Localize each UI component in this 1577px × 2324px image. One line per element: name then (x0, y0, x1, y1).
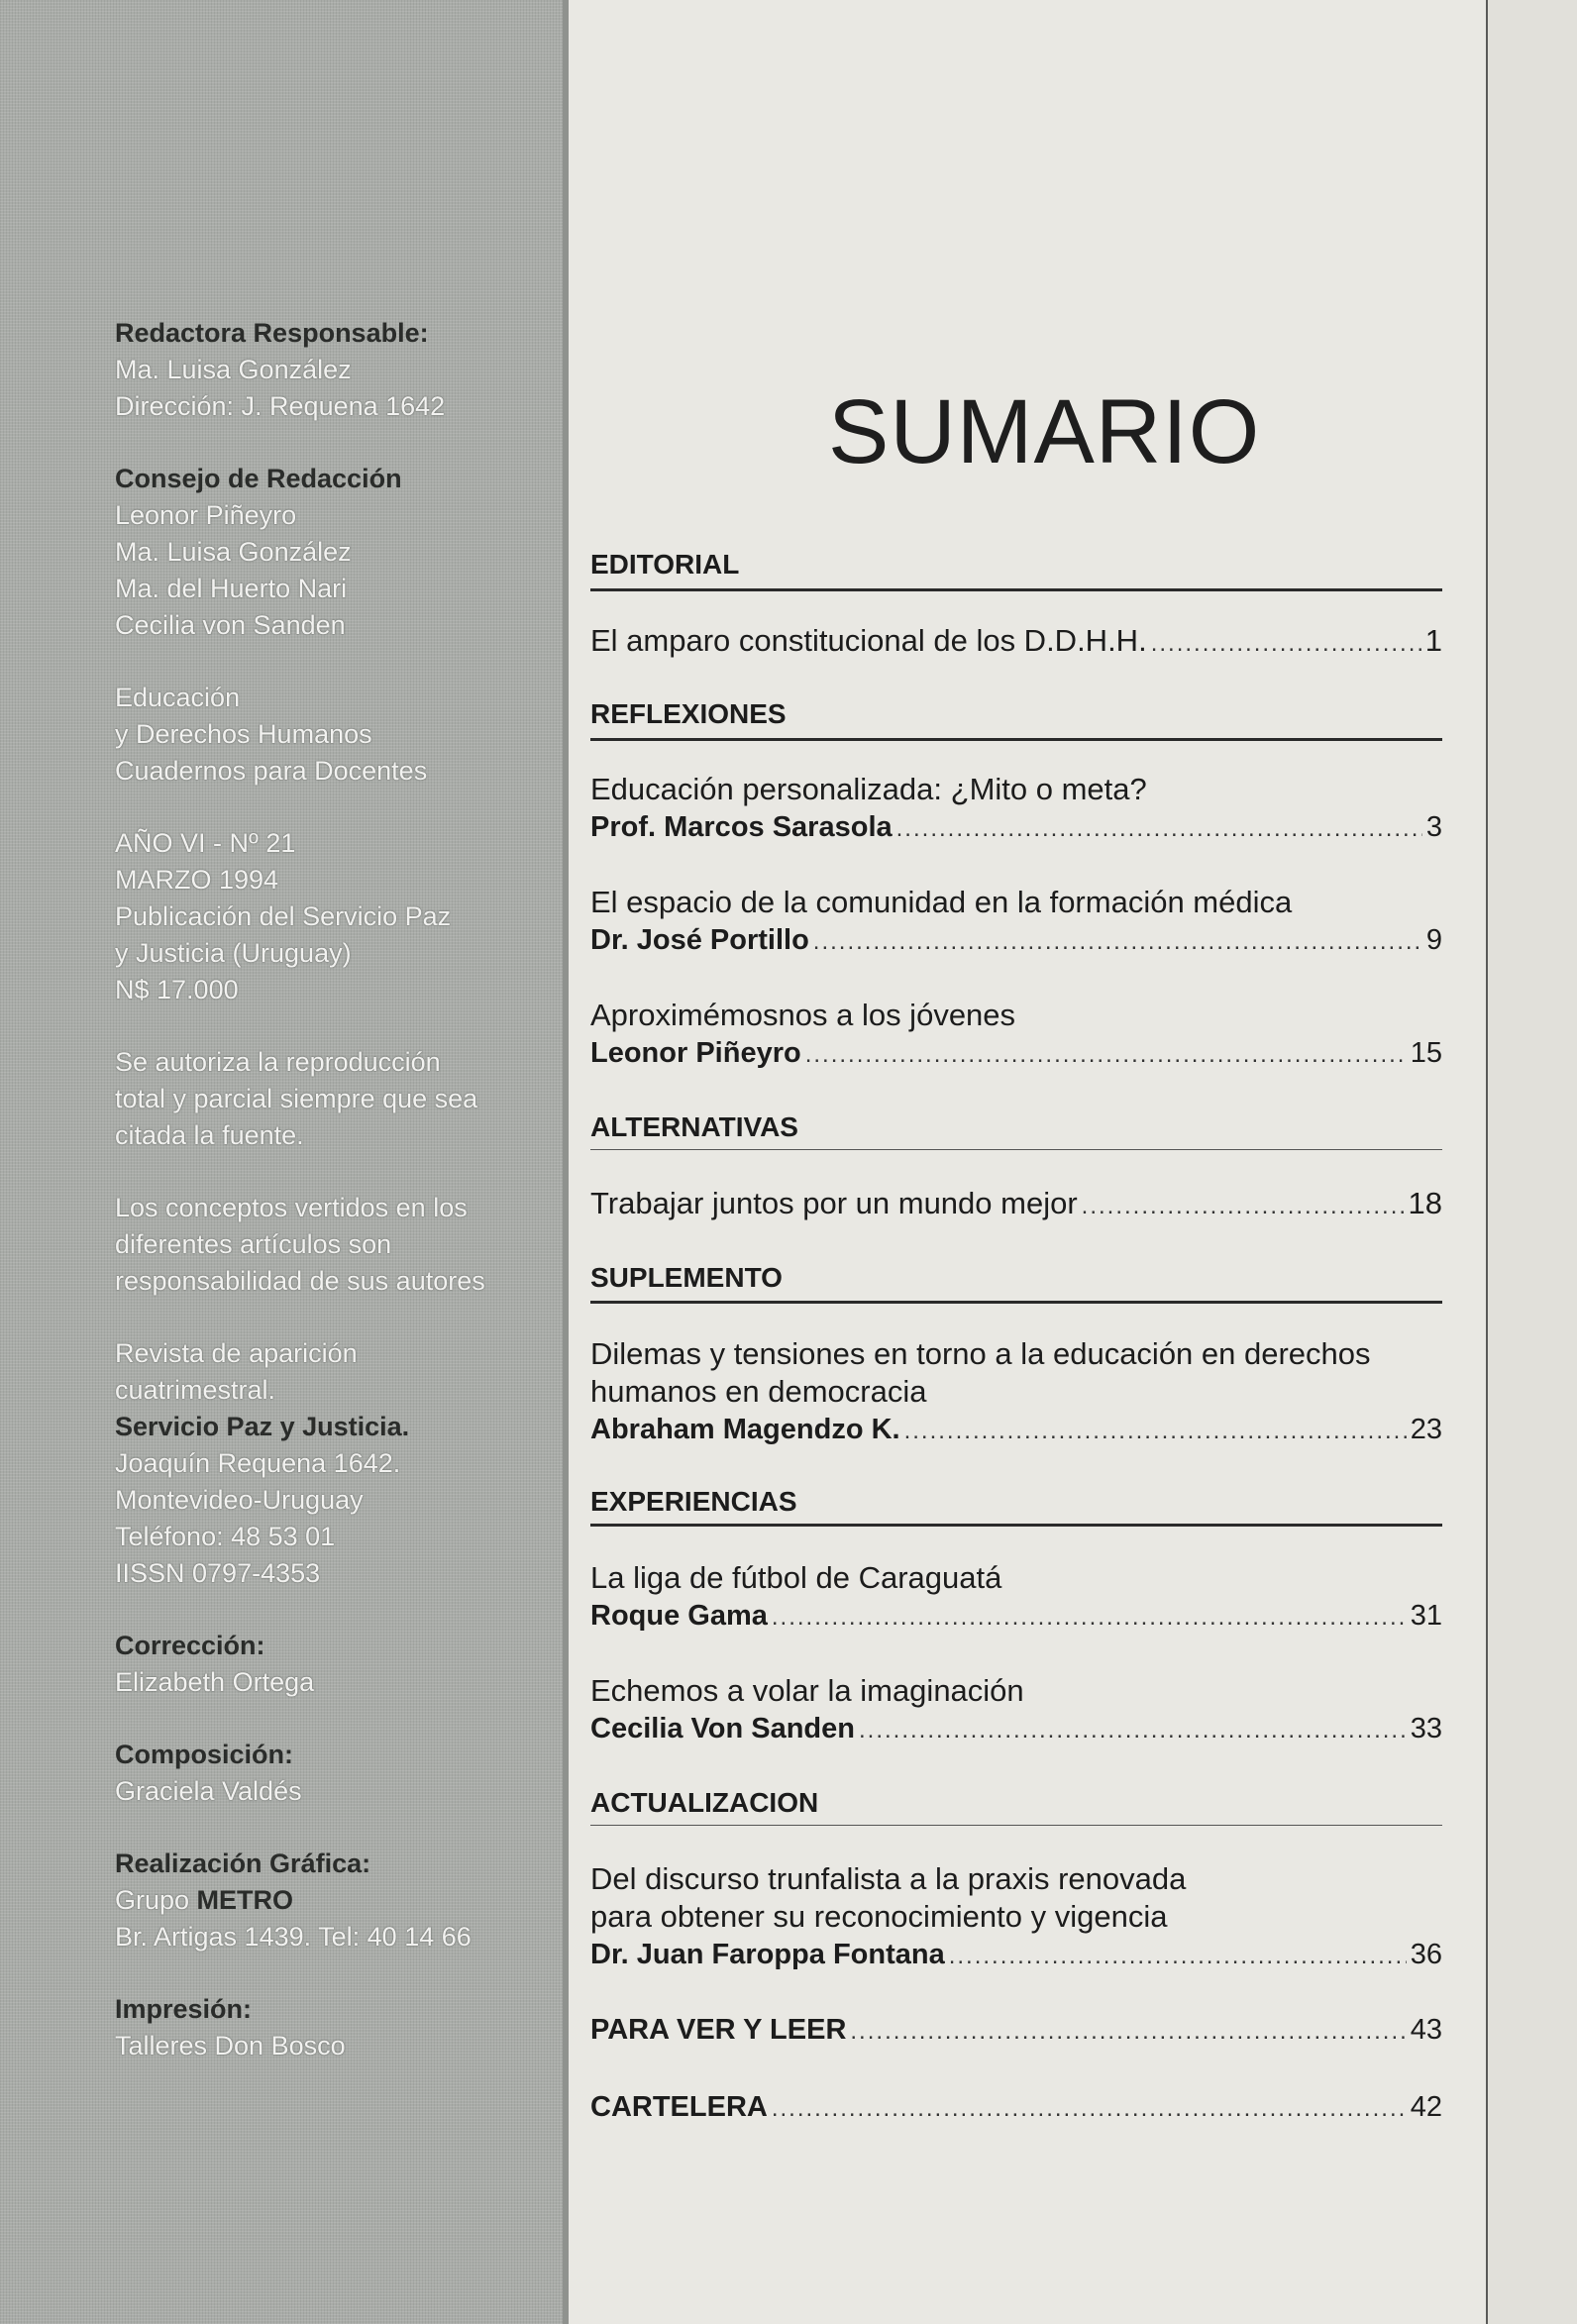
credits-text: cuatrimestral. (115, 1375, 276, 1405)
credits-text: Ma. del Huerto Nari (115, 574, 348, 603)
credits-line (115, 352, 561, 388)
contents-panel (569, 0, 1488, 2324)
credits-text: diferentes artículos son (115, 1229, 392, 1259)
credits-line (115, 1335, 561, 1372)
toc-page-number: 33 (1410, 1713, 1442, 1744)
toc-article-title: Aproximémosnos a los jóvenes (590, 998, 1016, 1032)
toc-author: Abraham Magendzo K. (590, 1414, 900, 1445)
credits-text: Br. Artigas 1439. Tel: 40 14 66 (115, 1922, 472, 1952)
credits-line (115, 935, 561, 972)
toc-article-title: La liga de fútbol de Caraguatá (590, 1560, 1002, 1595)
credits-line (115, 1117, 561, 1154)
toc-author: Cecilia Von Sanden (590, 1713, 855, 1744)
toc-article-title: para obtener su reconocimiento y vigencia (590, 1899, 1168, 1934)
toc-author: Prof. Marcos Sarasola (590, 811, 893, 843)
credits-gap (115, 425, 561, 461)
credits-text: Se autoriza la reproducción (115, 1047, 441, 1077)
toc-section-rule (590, 1825, 1442, 1826)
toc-entry (590, 1034, 1442, 1074)
credits-gap (115, 644, 561, 680)
right-margin (1488, 0, 1577, 2324)
credits-text: MARZO 1994 (115, 865, 279, 895)
toc-dot-leader (896, 810, 1422, 848)
credits-text: responsabilidad de sus autores (115, 1266, 485, 1296)
toc-dot-leader (813, 923, 1422, 961)
credits-line (115, 972, 561, 1008)
credits-text: Graciela Valdés (115, 1776, 302, 1806)
credits-line (115, 1226, 561, 1263)
toc-page-number: 42 (1410, 2091, 1442, 2123)
toc-entry (590, 2088, 1442, 2128)
credits-line (115, 1445, 561, 1482)
toc-page-number: 23 (1410, 1414, 1442, 1445)
credits-line (115, 388, 561, 425)
toc-entry (590, 1936, 1442, 1975)
toc-entry (590, 808, 1442, 848)
toc-entry (590, 921, 1442, 961)
credits-heading (115, 1846, 561, 1882)
toc-entry (590, 622, 1442, 663)
credits-heading (115, 1628, 561, 1664)
credits-line (115, 1773, 561, 1810)
credits-text: Ma. Luisa González (115, 537, 352, 567)
toc-section-heading: REFLEXIONES (590, 698, 787, 729)
toc-page-number: 36 (1410, 1939, 1442, 1970)
toc-section-heading: ACTUALIZACION (590, 1787, 819, 1818)
credits-line (115, 571, 561, 607)
credits-text: Grupo (115, 1885, 197, 1915)
credits-text: Realización Gráfica: (115, 1849, 371, 1878)
credits-text: Servicio Paz y Justicia. (115, 1412, 410, 1441)
credits-text: Corrección: (115, 1631, 265, 1660)
toc-article-title: Trabajar juntos por un mundo mejor (590, 1186, 1078, 1220)
credits-gap (115, 1154, 561, 1190)
credits-line (115, 1919, 561, 1955)
credits-line (115, 2028, 561, 2064)
credits-text: y Justicia (Uruguay) (115, 938, 352, 968)
credits-gap (115, 1810, 561, 1846)
toc-dot-leader (805, 1036, 1407, 1074)
credits-line (115, 1882, 561, 1919)
toc-author: Leonor Piñeyro (590, 1037, 801, 1069)
toc-author: Dr. José Portillo (590, 924, 809, 956)
credits-text: Los conceptos vertidos en los (115, 1193, 468, 1222)
credits-heading (115, 1737, 561, 1773)
toc-section-heading: SUPLEMENTO (590, 1262, 783, 1293)
toc-section-heading: ALTERNATIVAS (590, 1111, 798, 1142)
credits-line (115, 1081, 561, 1117)
toc-author: Roque Gama (590, 1600, 768, 1632)
credits-list (115, 315, 561, 2064)
credits-text: Montevideo-Uruguay (115, 1485, 364, 1515)
credits-line (115, 1482, 561, 1519)
credits-text: Talleres Don Bosco (115, 2031, 346, 2060)
toc-article-title: El espacio de la comunidad en la formación médica (590, 885, 1293, 919)
credits-line (115, 1263, 561, 1300)
credits-heading (115, 1409, 561, 1445)
credits-text: Cecilia von Sanden (115, 610, 346, 640)
toc-page-number: 1 (1424, 623, 1442, 658)
credits-text: IISSN 0797-4353 (115, 1558, 321, 1588)
credits-line (115, 753, 561, 790)
credits-text: N$ 17.000 (115, 975, 239, 1004)
toc-page-number: 31 (1410, 1600, 1442, 1632)
toc-section-rule (590, 588, 1442, 591)
toc-section-rule (590, 738, 1442, 741)
credits-heading (115, 461, 561, 497)
credits-line (115, 1044, 561, 1081)
toc-entry (590, 1710, 1442, 1749)
credits-line (115, 1519, 561, 1555)
toc-dot-leader (772, 1599, 1407, 1637)
credits-text: Redactora Responsable: (115, 318, 429, 348)
credits-heading (115, 1991, 561, 2028)
toc-dot-leader (904, 1413, 1407, 1450)
toc-dot-leader (772, 2090, 1407, 2128)
credits-text: Educación (115, 683, 241, 712)
credits-gap (115, 1701, 561, 1737)
credits-line (115, 680, 561, 716)
credits-line (115, 825, 561, 862)
toc-author: CARTELERA (590, 2091, 768, 2123)
credits-gap (115, 1008, 561, 1044)
credits-line (115, 497, 561, 534)
toc-dot-leader (850, 2013, 1406, 2051)
credits-text: Cuadernos para Docentes (115, 756, 428, 786)
credits-line (115, 1664, 561, 1701)
credits-text: total y parcial siempre que sea (115, 1084, 478, 1113)
page-title: SUMARIO (828, 381, 1261, 482)
credits-text: citada la fuente. (115, 1120, 304, 1150)
toc-section-heading: EXPERIENCIAS (590, 1486, 797, 1517)
credits-line (115, 898, 561, 935)
credits-text: y Derechos Humanos (115, 719, 372, 749)
credits-text: Publicación del Servicio Paz (115, 901, 452, 931)
toc-entry (590, 2011, 1442, 2051)
credits-text: Teléfono: 48 53 01 (115, 1522, 336, 1551)
toc-dot-leader (1151, 625, 1421, 663)
credits-text: Composición: (115, 1740, 293, 1769)
credits-gap (115, 790, 561, 825)
toc-page-number: 9 (1425, 924, 1442, 956)
toc-dot-leader (859, 1712, 1407, 1749)
credits-bold-text: METRO (196, 1885, 294, 1915)
toc-section-rule (590, 1149, 1442, 1150)
toc-article-title: Del discurso trunfalista a la praxis renovada (590, 1861, 1187, 1896)
toc-article-title: Educación personalizada: ¿Mito o meta? (590, 772, 1147, 806)
credits-line (115, 1190, 561, 1226)
toc-entry (590, 1597, 1442, 1637)
credits-text: Leonor Piñeyro (115, 500, 297, 530)
toc-entry (590, 1185, 1442, 1225)
credits-line (115, 1372, 561, 1409)
toc-article-title: El amparo constitucional de los D.D.H.H. (590, 623, 1147, 658)
toc-entry (590, 1411, 1442, 1450)
credits-line (115, 862, 561, 898)
toc-article-title: Echemos a volar la imaginación (590, 1673, 1024, 1708)
credits-gap (115, 1592, 561, 1628)
credits-text: Revista de aparición (115, 1338, 358, 1368)
toc-article-title: Dilemas y tensiones en torno a la educación en derechos (590, 1336, 1371, 1371)
toc-dot-leader (1082, 1188, 1405, 1225)
toc-section-heading: EDITORIAL (590, 549, 740, 580)
toc-author: PARA VER Y LEER (590, 2014, 847, 2046)
credits-line (115, 534, 561, 571)
credits-text: Dirección: J. Requena 1642 (115, 391, 446, 421)
credits-text: Impresión: (115, 1994, 253, 2024)
toc-dot-leader (949, 1938, 1407, 1975)
credits-text: Elizabeth Ortega (115, 1667, 315, 1697)
toc-section-rule (590, 1301, 1442, 1304)
credits-gap (115, 1300, 561, 1335)
credits-line (115, 1555, 561, 1592)
toc-page-number: 43 (1410, 2014, 1442, 2046)
credits-text: Joaquín Requena 1642. (115, 1448, 401, 1478)
toc-page-number: 3 (1425, 811, 1442, 843)
credits-line (115, 716, 561, 753)
credits-gap (115, 1955, 561, 1991)
credits-heading (115, 315, 561, 352)
credits-line (115, 607, 561, 644)
toc-article-title: humanos en democracia (590, 1374, 927, 1409)
toc-page-number: 15 (1410, 1037, 1442, 1069)
toc-page-number: 18 (1408, 1186, 1442, 1220)
credits-text: Ma. Luisa González (115, 355, 352, 384)
credits-text: Consejo de Redacción (115, 464, 402, 493)
credits-text: AÑO VI - Nº 21 (115, 828, 296, 858)
toc-section-rule (590, 1524, 1442, 1527)
toc-author: Dr. Juan Faroppa Fontana (590, 1939, 945, 1970)
